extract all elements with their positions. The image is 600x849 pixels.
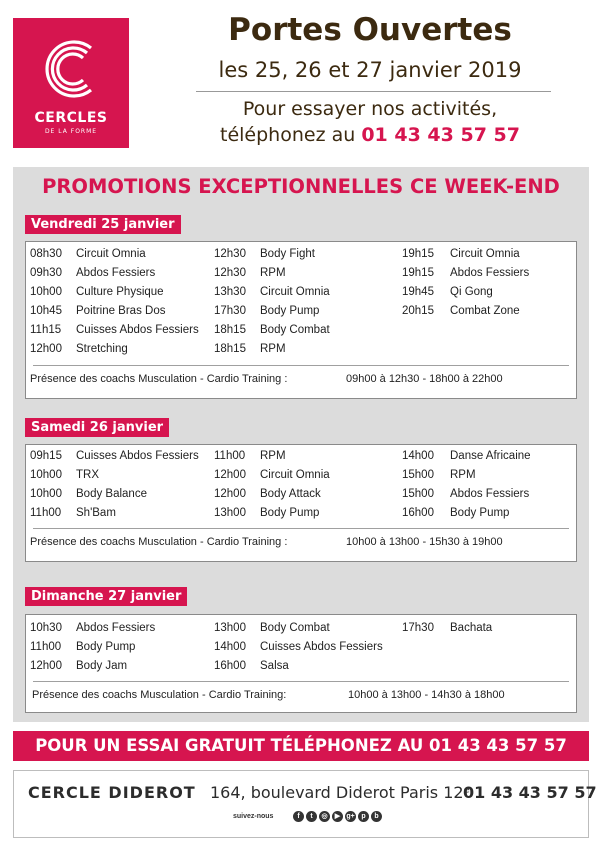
coach-presence-hours: 10h00 à 13h00 - 15h30 à 19h00: [346, 536, 503, 548]
class-time: 10h45: [30, 305, 62, 317]
pinterest-icon[interactable]: p: [358, 811, 369, 822]
cercles-logo-icon: [43, 38, 99, 100]
class-time: 19h15: [402, 267, 434, 279]
header-phone-link[interactable]: 01 43 43 57 57: [361, 124, 520, 146]
class-time: 14h00: [214, 641, 246, 653]
class-time: 10h00: [30, 469, 62, 481]
class-time: 20h15: [402, 305, 434, 317]
class-time: 12h00: [30, 343, 62, 355]
class-time: 10h30: [30, 622, 62, 634]
footer: [13, 770, 589, 838]
class-time: 13h30: [214, 286, 246, 298]
class-name: Body Pump: [450, 507, 510, 519]
class-time: 13h00: [214, 507, 246, 519]
class-name: Sh'Bam: [76, 507, 116, 519]
class-name: Circuit Omnia: [450, 248, 520, 260]
class-name: Salsa: [260, 660, 289, 672]
tagline: [150, 96, 590, 148]
promo-title: PROMOTIONS EXCEPTIONNELLES CE WEEK-END: [42, 175, 560, 198]
class-name: RPM: [260, 343, 286, 355]
class-time: 15h00: [402, 488, 434, 500]
class-time: 18h15: [214, 324, 246, 336]
class-name: RPM: [450, 469, 476, 481]
coach-presence-label: Présence des coachs Musculation - Cardio Training:: [32, 689, 287, 701]
class-time: 11h00: [30, 641, 62, 653]
class-time: 18h15: [214, 343, 246, 355]
class-name: Combat Zone: [450, 305, 520, 317]
class-time: 12h30: [214, 248, 246, 260]
class-name: Body Combat: [260, 622, 330, 634]
class-time: 17h30: [402, 622, 434, 634]
brand-name: CERCLES: [34, 110, 108, 126]
class-time: 12h00: [30, 660, 62, 672]
class-time: 08h30: [30, 248, 62, 260]
club-address: 164, boulevard Diderot Paris 12ᵉ: [210, 783, 471, 802]
footer-phone-link[interactable]: 01 43 43 57 57: [463, 783, 597, 802]
youtube-icon[interactable]: ▶: [332, 811, 343, 822]
coach-presence-label: Présence des coachs Musculation - Cardio Training :: [30, 373, 288, 385]
class-name: Culture Physique: [76, 286, 164, 298]
page-title: Portes Ouvertes: [228, 12, 512, 48]
class-name: Circuit Omnia: [76, 248, 146, 260]
class-time: 10h00: [30, 286, 62, 298]
class-name: RPM: [260, 267, 286, 279]
day-label-saturday: Samedi 26 janvier: [25, 418, 169, 437]
class-name: Bachata: [450, 622, 493, 634]
class-name: Circuit Omnia: [260, 286, 330, 298]
class-time: 11h00: [30, 507, 62, 519]
instagram-icon[interactable]: ◎: [319, 811, 330, 822]
class-name: RPM: [260, 450, 286, 462]
class-time: 11h15: [30, 324, 62, 336]
class-name: Body Fight: [260, 248, 315, 260]
day-label-sunday: Dimanche 27 janvier: [25, 587, 187, 606]
class-name: Body Combat: [260, 324, 330, 336]
twitter-icon[interactable]: t: [306, 811, 317, 822]
class-name: Qi Gong: [450, 286, 493, 298]
header-divider: [196, 91, 551, 92]
tagline-line2: [150, 122, 590, 148]
class-time: 15h00: [402, 469, 434, 481]
coach-presence-hours: 09h00 à 12h30 - 18h00 à 22h00: [346, 373, 503, 385]
class-time: 14h00: [402, 450, 434, 462]
class-time: 12h00: [214, 488, 246, 500]
facebook-icon[interactable]: f: [293, 811, 304, 822]
class-time: 12h30: [214, 267, 246, 279]
follow-us-label: suivez-nous: [233, 813, 274, 820]
class-name: Body Pump: [76, 641, 136, 653]
class-name: Stretching: [76, 343, 128, 355]
schedule-divider: [33, 528, 569, 529]
class-name: Poitrine Bras Dos: [76, 305, 166, 317]
class-name: Circuit Omnia: [260, 469, 330, 481]
class-name: Abdos Fessiers: [76, 267, 156, 279]
coach-presence-hours: 10h00 à 13h00 - 14h30 à 18h00: [348, 689, 505, 701]
class-time: 09h30: [30, 267, 62, 279]
schedule-divider: [33, 365, 569, 366]
club-name: CERCLE DIDEROT: [28, 783, 196, 802]
class-name: TRX: [76, 469, 99, 481]
googleplus-icon[interactable]: g+: [346, 813, 355, 820]
class-name: Cuisses Abdos Fessiers: [76, 324, 199, 336]
coach-presence-label: Présence des coachs Musculation - Cardio Training :: [30, 536, 288, 548]
class-name: Body Balance: [76, 488, 147, 500]
class-time: 12h00: [214, 469, 246, 481]
class-name: Cuisses Abdos Fessiers: [76, 450, 199, 462]
class-time: 16h00: [402, 507, 434, 519]
class-name: Body Attack: [260, 488, 321, 500]
tagline-prefix: téléphonez au: [220, 124, 356, 146]
class-time: 19h45: [402, 286, 434, 298]
class-time: 09h15: [30, 450, 62, 462]
brand-logo[interactable]: [13, 18, 129, 148]
free-trial-cta[interactable]: POUR UN ESSAI GRATUIT TÉLÉPHONEZ AU 01 43 43 57 57: [13, 731, 589, 761]
class-name: Cuisses Abdos Fessiers: [260, 641, 383, 653]
class-name: Abdos Fessiers: [450, 267, 530, 279]
class-time: 13h00: [214, 622, 246, 634]
class-time: 10h00: [30, 488, 62, 500]
class-name: Body Pump: [260, 507, 320, 519]
class-name: Abdos Fessiers: [450, 488, 530, 500]
class-time: 17h30: [214, 305, 246, 317]
class-name: Abdos Fessiers: [76, 622, 156, 634]
class-name: Danse Africaine: [450, 450, 531, 462]
class-time: 19h15: [402, 248, 434, 260]
class-time: 16h00: [214, 660, 246, 672]
day-label-friday: Vendredi 25 janvier: [25, 215, 181, 234]
event-dates: les 25, 26 et 27 janvier 2019: [218, 58, 522, 82]
schedule-divider: [33, 681, 569, 682]
brand-subtitle: DE LA FORME: [44, 128, 98, 135]
blog-icon[interactable]: b: [371, 811, 382, 822]
class-name: Body Pump: [260, 305, 320, 317]
class-time: 11h00: [214, 450, 246, 462]
tagline-line1: Pour essayer nos activités,: [242, 98, 498, 120]
class-name: Body Jam: [76, 660, 128, 672]
